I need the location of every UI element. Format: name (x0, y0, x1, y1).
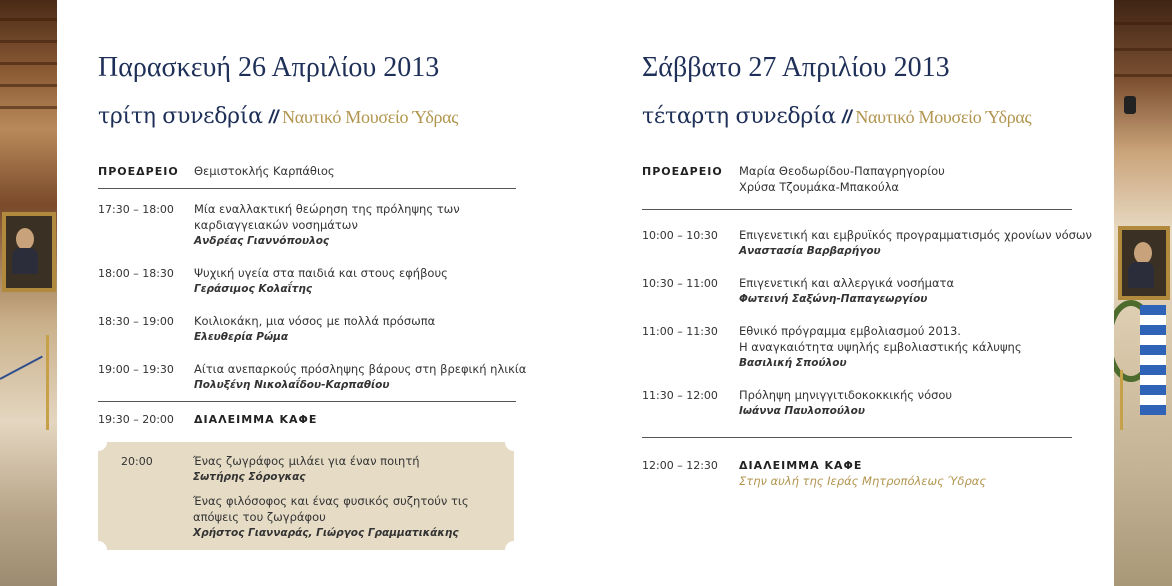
venue: Ναυτικό Μουσείο Ύδρας (855, 107, 1032, 127)
chair-name: Θεμιστοκλής Καρπάθιος (194, 164, 335, 178)
talk-title: καρδιαγγειακών νοσημάτων (194, 218, 358, 232)
separator: // (268, 107, 279, 127)
talk-time: 11:30 – 12:00 (642, 389, 718, 402)
session-title: τέταρτη συνεδρία (642, 104, 836, 129)
talk-speaker: Αναστασία Βαρβαρήγου (739, 245, 881, 257)
break-location: Στην αυλή της Ιεράς Μητροπόλεως Ύδρας (739, 474, 987, 488)
session-heading (642, 104, 1031, 129)
talk-speaker: Γεράσιμος Κολαΐτης (194, 283, 313, 295)
talk-title: Ψυχική υγεία στα παιδιά και στους εφήβους (194, 266, 448, 280)
evening-title: Ένας φιλόσοφος και ένας φυσικός συζητούν τις (193, 494, 469, 508)
break-time: 19:30 – 20:00 (98, 413, 174, 426)
talk-time: 19:00 – 19:30 (98, 363, 174, 376)
chair-label: ΠΡΟΕΔΡΕΙΟ (642, 165, 723, 178)
venue: Ναυτικό Μουσείο Ύδρας (282, 107, 459, 127)
talk-speaker: Πολυξένη Νικολαΐδου-Καρπαθίου (194, 379, 390, 391)
break-label: ΔΙΑΛΕΙΜΜΑ ΚΑΦΕ (739, 459, 863, 472)
talk-speaker: Ιωάννα Παυλοπούλου (739, 405, 865, 417)
talk-title: Η αναγκαιότητα υψηλής εμβολιαστικής κάλυψης (739, 340, 1022, 354)
session-heading (98, 104, 458, 129)
talk-time: 11:00 – 11:30 (642, 325, 718, 338)
evening-time: 20:00 (121, 455, 153, 468)
evening-speaker: Σωτήρης Σόρογκας (193, 471, 306, 483)
left-photo-strip (0, 0, 57, 586)
talk-title: Πρόληψη μηνιγγιτιδοκοκκικής νόσου (739, 388, 953, 402)
chair-name: Χρύσα Τζουμάκα-Μπακούλα (739, 180, 900, 194)
evening-panel (98, 442, 514, 550)
talk-title: Μία εναλλακτική θεώρηση της πρόληψης των (194, 202, 460, 216)
talk-speaker: Βασιλική Σπούλου (739, 357, 847, 369)
portrait-painting-icon (1118, 226, 1170, 300)
talk-title: Επιγενετική και εμβρυϊκός προγραμματισμός χρονίων νόσων (739, 228, 1092, 242)
talk-speaker: Φωτεινή Σαξώνη-Παπαγεωργίου (739, 293, 928, 305)
evening-title: απόψεις του ζωγράφου (193, 510, 326, 524)
talk-time: 10:00 – 10:30 (642, 229, 718, 242)
talk-speaker: Ανδρέας Γιαννόπουλος (194, 235, 330, 247)
flag-icon (1140, 305, 1166, 415)
talk-title: Κοιλιοκάκη, μια νόσος με πολλά πρόσωπα (194, 314, 436, 328)
chair-label: ΠΡΟΕΔΡΕΙΟ (98, 165, 179, 178)
evening-title: Ένας ζωγράφος μιλάει για έναν ποιητή (193, 454, 420, 468)
portrait-painting-icon (2, 212, 56, 292)
break-time: 12:00 – 12:30 (642, 459, 718, 472)
separator: // (841, 107, 852, 127)
talk-title: Εθνικό πρόγραμμα εμβολιασμού 2013. (739, 324, 961, 338)
break-label: ΔΙΑΛΕΙΜΜΑ ΚΑΦΕ (194, 413, 318, 426)
divider (642, 209, 1072, 210)
day-title: Σάββατο 27 Απριλίου 2013 (642, 52, 950, 83)
talk-speaker: Ελευθερία Ρώμα (194, 331, 289, 343)
lamp-icon (1124, 96, 1136, 114)
chair-name: Μαρία Θεοδωρίδου-Παπαγρηγορίου (739, 164, 945, 178)
day-title: Παρασκευή 26 Απριλίου 2013 (98, 52, 440, 83)
evening-speaker: Χρήστος Γιανναράς, Γιώργος Γραμματικάκης (193, 527, 459, 539)
session-title: τρίτη συνεδρία (98, 104, 263, 129)
talk-time: 17:30 – 18:00 (98, 203, 174, 216)
divider (98, 401, 516, 402)
talk-title: Αίτια ανεπαρκούς πρόσληψης βάρους στη βρεφική ηλικία (194, 362, 527, 376)
right-photo-strip (1114, 0, 1172, 586)
divider (98, 188, 516, 189)
talk-time: 18:30 – 19:00 (98, 315, 174, 328)
divider (642, 437, 1072, 438)
talk-time: 18:00 – 18:30 (98, 267, 174, 280)
talk-time: 10:30 – 11:00 (642, 277, 718, 290)
talk-title: Επιγενετική και αλλεργικά νοσήματα (739, 276, 955, 290)
